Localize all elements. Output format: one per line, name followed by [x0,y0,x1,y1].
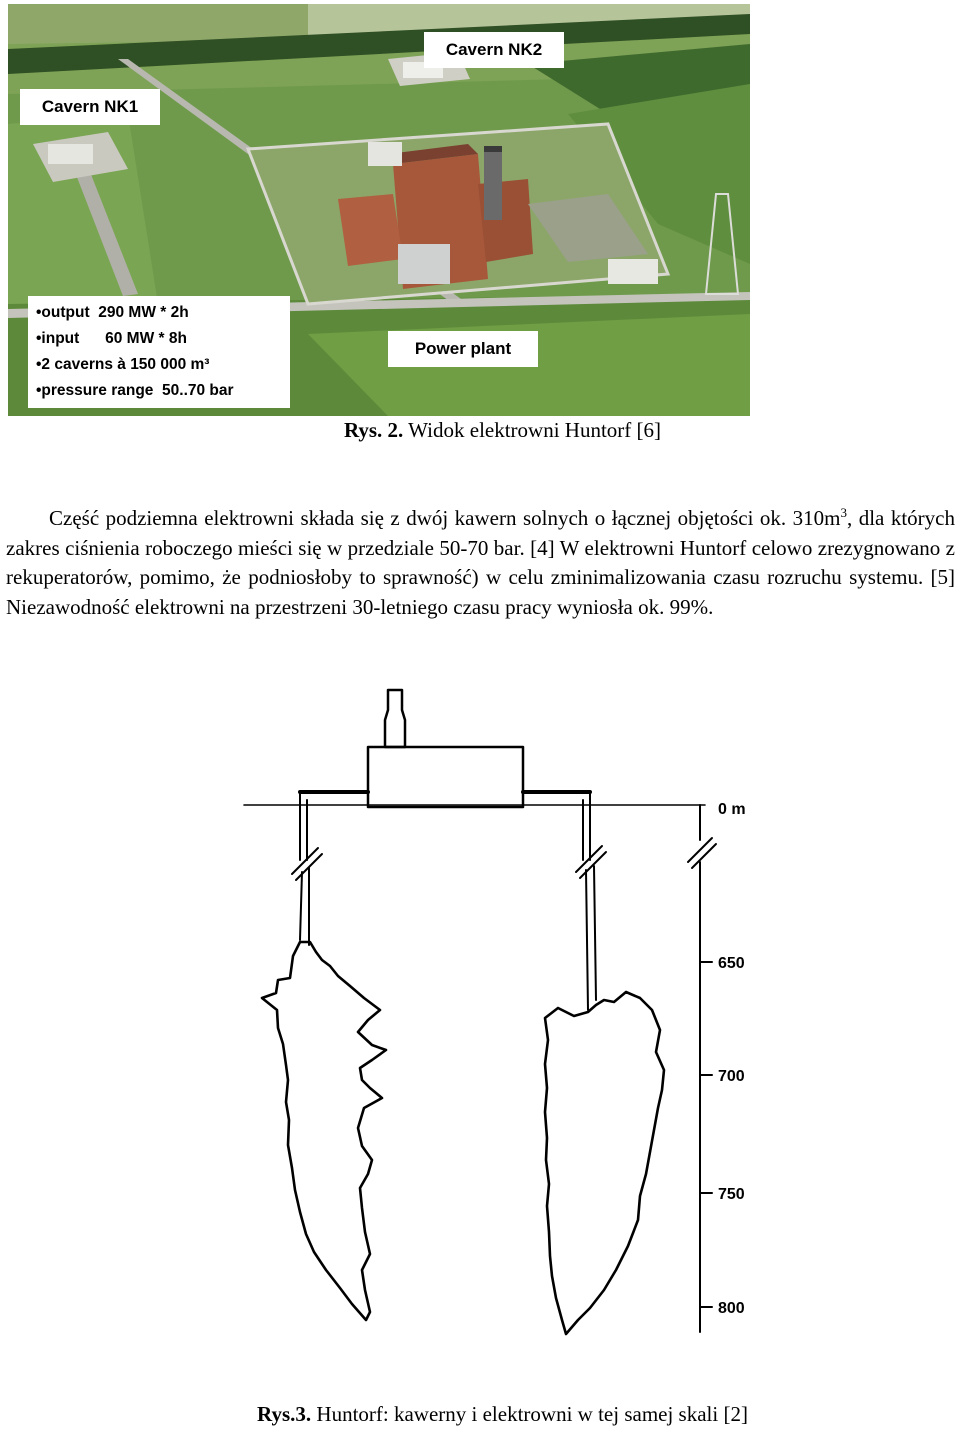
depth-label-650: 650 [718,955,745,972]
power-plant-label: Power plant [388,331,538,367]
paragraph-part-1: Część podziemna elektrowni składa się z dwój kawern solnych o łącznej objętości ok. 310m [49,506,841,530]
paragraph-superscript: 3 [840,505,847,520]
cavern-nk2-label: Cavern NK2 [424,32,564,68]
huntorf-aerial-photo [8,4,750,416]
figure-3-caption [0,1402,960,1427]
cavern-nk1-shape [262,942,386,1320]
power-plant-box [368,747,523,807]
stack-shape [385,690,405,747]
figure-2-caption-text: Widok elektrowni Huntorf [6] [403,418,662,442]
figure-2-caption [0,418,960,443]
depth-label-800: 800 [718,1300,745,1317]
cavern-nk2-shape [545,992,664,1334]
spec-input: •input 60 MW * 8h [36,330,187,347]
body-paragraph [6,504,955,622]
depth-label-700: 700 [718,1068,745,1085]
cavern-nk1-label: Cavern NK1 [20,89,160,125]
depth-label-750: 750 [718,1186,745,1203]
paragraph-part-2: , dla których zakres ciśnienia roboczego mieści się w przedziale 50-70 bar. [4] W elektrowni Huntorf celowo zrezygnowano z rekuperatorów, pomimo, że podniosłoby to sprawność) w celu zminimalizowania czasu rozruchu systemu. [5] Niezawodność elektrowni na przestrzeni 30-letniego czasu pracy wyniosła ok. 99%. [6,506,955,619]
figure-3-caption-prefix: Rys.3. [257,1402,312,1426]
spec-pressure: •pressure range 50..70 bar [36,382,234,399]
cavern-diagram-drawing [0,680,960,1350]
figure-3-caption-text: Huntorf: kawerny i elektrowni w tej samej skali [2] [311,1402,748,1426]
specs-box [28,296,290,408]
spec-caverns: •2 caverns à 150 000 m³ [36,356,210,373]
cavern-diagram [0,680,960,1350]
spec-output: •output 290 MW * 2h [36,304,189,321]
depth-label-0: 0 m [718,801,746,818]
figure-2-caption-prefix: Rys. 2. [343,418,404,442]
